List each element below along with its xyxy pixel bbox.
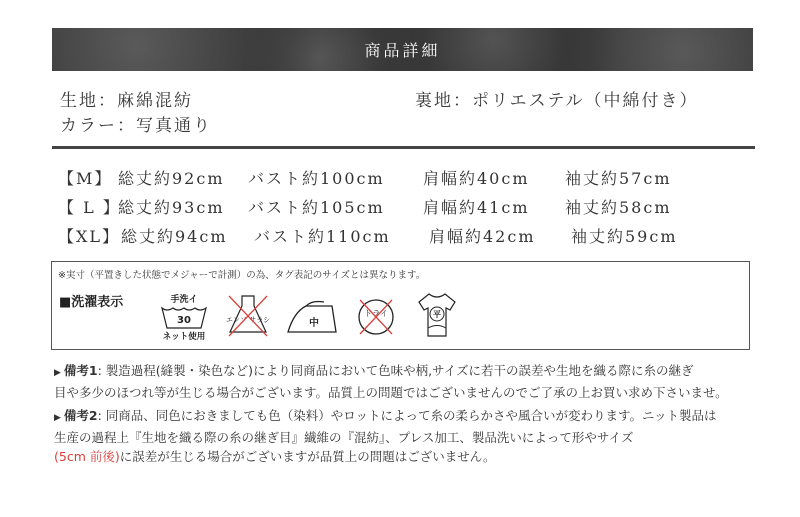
bust-value: バスト約100cm (248, 169, 385, 188)
note-2-line-2: 生産の過程上『生地を織る際の糸の継ぎ目』繊維の『混紡』、プレス加工、製品洗いによって形やサイズ (54, 430, 634, 445)
sleeve-value: 袖丈約58cm (565, 198, 672, 217)
note-2-line-1: : 同商品、同色におきましても色（染料）やロットによって糸の柔らかさや風合いが変わります。ニット製品は (97, 408, 717, 423)
sleeve-value: 袖丈約57cm (565, 169, 672, 188)
note-2-line-3: に誤差が生じる場合がございますが品質上の問題はございません。 (119, 449, 496, 464)
bust-value: バスト約110cm (254, 227, 391, 246)
triangle-bullet-icon: ▶ (54, 368, 61, 378)
sleeve-value: 袖丈約59cm (571, 227, 678, 246)
divider-rule (52, 146, 755, 149)
flat-dry-icon (414, 290, 460, 342)
note-1 (54, 361, 728, 402)
size-label: 【XL】 (58, 227, 121, 246)
note-1-line-1: : 製造過程(縫製・染色など)により同商品において色味や柄,サイズに若干の誤差や生地を織る際に糸の継ぎ (97, 363, 694, 378)
lining-spec: 裏地：ポリエステル（中綿付き） (415, 91, 699, 111)
hand-wash-icon (156, 292, 212, 342)
iron-text: 中 (309, 318, 319, 329)
section-header (52, 28, 753, 71)
color-spec: カラー：写真通り (60, 116, 212, 136)
flat-dry-text: 平 (433, 310, 441, 319)
note-1-line-2: 目や多少のほつれ等が生じる場合がございます。品質上の問題ではございませんのでご了承の上お買い求め下さいませ。 (54, 385, 728, 400)
length-value: 総丈約92cm (118, 169, 225, 188)
size-label: 【M】 (58, 169, 113, 188)
section-title: 商品詳細 (364, 41, 441, 60)
hand-wash-bottom-text: ネット使用 (162, 332, 206, 342)
no-bleach-icon (224, 292, 272, 340)
triangle-bullet-icon: ▶ (54, 413, 61, 423)
size-row-m (58, 166, 672, 189)
care-label: ■洗濯表示 (59, 295, 124, 310)
shoulder-value: 肩幅約40cm (423, 169, 530, 188)
hand-wash-top-text: 手洗イ (170, 295, 198, 305)
shoulder-value: 肩幅約42cm (429, 227, 536, 246)
care-box (51, 261, 750, 350)
no-dry-clean-text: ドライ (364, 309, 388, 318)
bust-value: バスト約105cm (248, 198, 385, 217)
hand-wash-temp-text: 30 (177, 315, 191, 326)
note-2-tag: 備考2 (63, 408, 98, 423)
no-bleach-text: エンソ サラシ (225, 316, 271, 324)
size-row-l (58, 195, 672, 218)
note-1-tag: 備考1 (63, 363, 98, 378)
no-dry-clean-icon (352, 294, 400, 340)
fabric-spec: 生地：麻綿混紡 (60, 91, 193, 111)
size-label: 【 L 】 (58, 198, 121, 217)
size-row-xl (58, 224, 678, 247)
iron-icon (284, 298, 342, 338)
note-2-tolerance: (5cm 前後) (54, 449, 120, 464)
note-2 (54, 406, 717, 466)
measurement-note: ※実寸（平置きした状態でメジャーで計測）の為、タグ表記のサイズとは異なります。 (58, 270, 426, 281)
length-value: 総丈約93cm (118, 198, 225, 217)
length-value: 総丈約94cm (121, 227, 228, 246)
shoulder-value: 肩幅約41cm (423, 198, 530, 217)
